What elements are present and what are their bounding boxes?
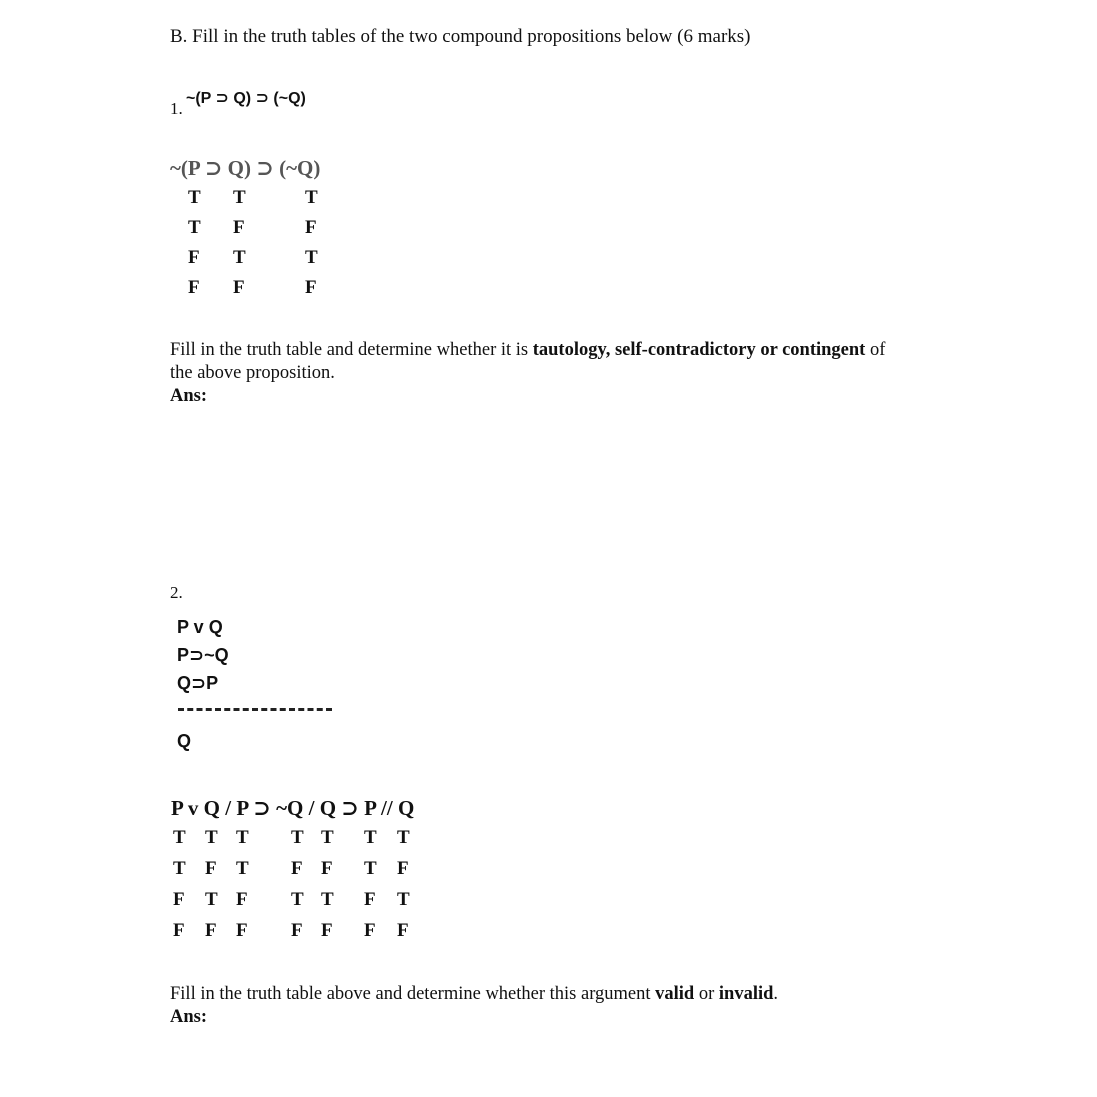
table-cell: F: [173, 920, 185, 941]
conclusion-divider: [178, 708, 332, 711]
table-cell: F: [205, 858, 217, 879]
truth-table-2-header: P v Q / P ⊃ ~Q / Q ⊃ P // Q: [171, 796, 415, 820]
table-cell: F: [364, 920, 376, 941]
instruction-or: or: [694, 984, 719, 1004]
question-2-answer-label: Ans:: [170, 1007, 208, 1027]
table-cell: T: [305, 247, 318, 268]
table-cell: T: [188, 187, 201, 208]
table-cell: F: [205, 920, 217, 941]
table-cell: F: [233, 277, 245, 298]
premise-2: P⊃~Q: [177, 645, 229, 665]
table-cell: F: [321, 920, 333, 941]
question-1-instruction: [170, 339, 885, 362]
table-cell: F: [233, 217, 245, 238]
premise-1: P v Q: [177, 617, 223, 637]
table-cell: F: [236, 889, 248, 910]
table-cell: T: [397, 827, 410, 848]
instruction-text-end: of: [865, 340, 886, 360]
question-1-instruction-line-2: the above proposition.: [170, 363, 335, 383]
table-cell: T: [397, 889, 410, 910]
truth-table-1-header: ~(P ⊃ Q) ⊃ (~Q): [170, 156, 321, 180]
table-cell: T: [364, 858, 377, 879]
table-cell: F: [188, 277, 200, 298]
table-cell: T: [188, 217, 201, 238]
table-cell: T: [205, 827, 218, 848]
table-cell: F: [236, 920, 248, 941]
table-cell: F: [305, 277, 317, 298]
instruction-text: Fill in the truth table above and determine whether this argument: [170, 984, 656, 1004]
instruction-valid: valid: [655, 984, 695, 1004]
table-cell: F: [188, 247, 200, 268]
table-cell: T: [173, 858, 186, 879]
table-cell: T: [233, 247, 246, 268]
table-cell: T: [173, 827, 186, 848]
question-1-number: 1.: [170, 99, 183, 118]
instruction-text-end: .: [773, 984, 779, 1004]
table-cell: T: [291, 827, 304, 848]
table-cell: T: [205, 889, 218, 910]
question-2-number: 2.: [170, 583, 183, 602]
section-heading: B. Fill in the truth tables of the two compound propositions below (6 marks): [170, 26, 751, 47]
table-cell: T: [364, 827, 377, 848]
question-2-instruction: [170, 983, 778, 1006]
table-cell: F: [173, 889, 185, 910]
table-cell: T: [305, 187, 318, 208]
instruction-invalid: invalid: [718, 984, 774, 1004]
conclusion: Q: [177, 731, 192, 751]
table-cell: T: [236, 858, 249, 879]
table-cell: F: [291, 858, 303, 879]
table-cell: F: [397, 858, 409, 879]
table-cell: T: [291, 889, 304, 910]
table-cell: F: [397, 920, 409, 941]
question-1-expression: ~(P ⊃ Q) ⊃ (~Q): [186, 90, 306, 107]
table-cell: T: [236, 827, 249, 848]
table-cell: F: [321, 858, 333, 879]
table-cell: F: [291, 920, 303, 941]
instruction-options: tautology, self-contradictory or contingent: [532, 340, 866, 360]
table-cell: T: [233, 187, 246, 208]
instruction-text: Fill in the truth table and determine whether it is: [170, 340, 533, 360]
table-cell: T: [321, 827, 334, 848]
table-cell: T: [321, 889, 334, 910]
question-1-answer-label: Ans:: [170, 386, 208, 406]
premise-3: Q⊃P: [177, 673, 219, 693]
table-cell: F: [305, 217, 317, 238]
table-cell: F: [364, 889, 376, 910]
